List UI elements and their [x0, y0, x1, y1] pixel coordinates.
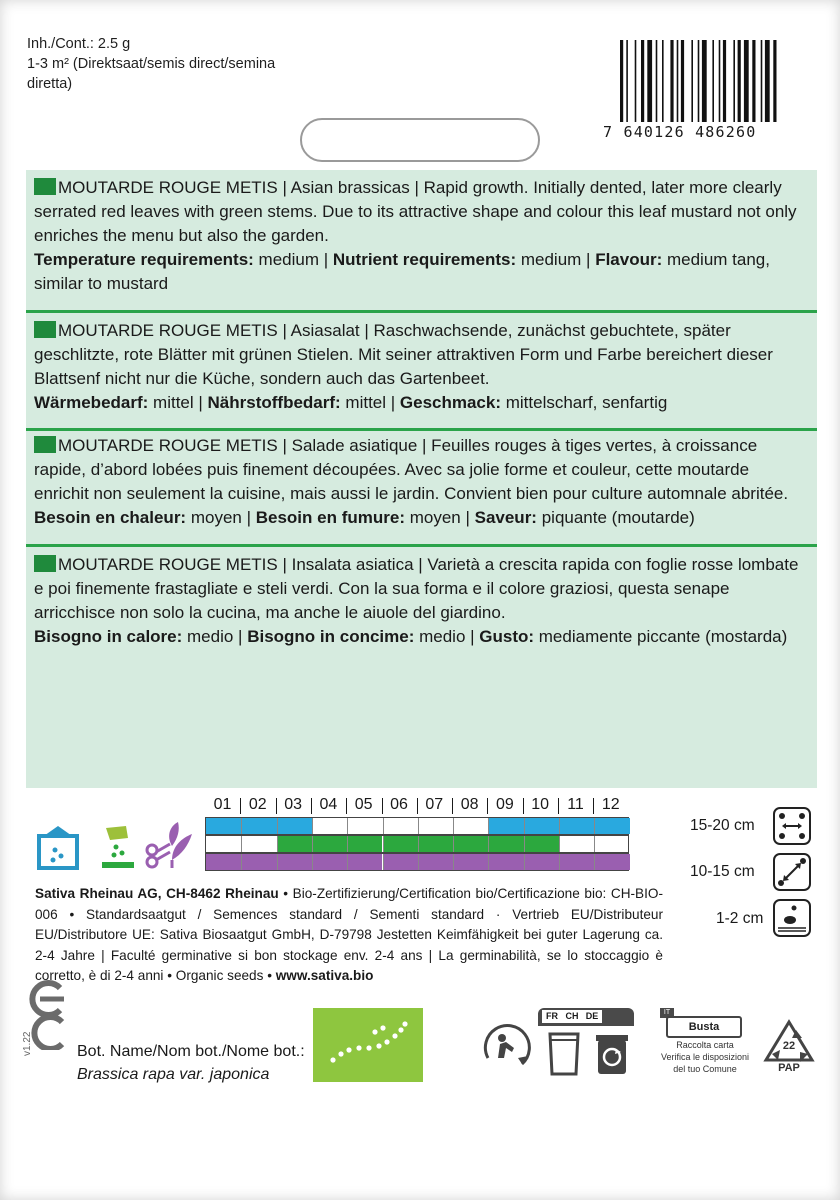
- calendar-tick: [311, 798, 312, 814]
- paper-bag-icon: [546, 1030, 582, 1076]
- italian-disposal-label: [660, 1008, 760, 1080]
- calendar-row-indoor: [205, 817, 629, 835]
- calendar-grid-line: [453, 818, 454, 834]
- calendar-month-fill: [277, 854, 312, 870]
- calendar-grid-line: [418, 818, 419, 834]
- calendar-tick: [382, 798, 383, 814]
- calendar-grid-line: [594, 818, 595, 834]
- barcode: [620, 40, 818, 122]
- calendar-month-label: 09: [495, 796, 514, 813]
- calendar-grid-line: [277, 836, 278, 852]
- calendar-grid-line: [559, 854, 560, 870]
- content-info: [27, 34, 297, 94]
- calendar-month-fill: [206, 854, 241, 870]
- green-square-icon: [34, 555, 56, 572]
- calendar-month-fill: [312, 836, 347, 852]
- calendar-tick: [523, 798, 524, 814]
- calendar-month-label: 04: [319, 796, 338, 813]
- company-details: • Bio-Zertifizierung/Certification bio/Certificazione bio: CH-BIO-006 • Standardsaatgut / Semences standard / Sementi standard · Vertrieb EU/Distributeur EU/Distributore UE: Sativa Biosaatgut GmbH, D-79798 Jestetten Keimfähigkeit bei guter Lagerung ca. 2-4 Jahre | Faculté germinative si bon stockage env. 2-4 ans | La germinabilità, se lo stoccaggio è corretto, è di 2-4 anni • Organic seeds •: [35, 886, 663, 983]
- harvest-scissors-icon: [142, 816, 198, 870]
- description-panel: [26, 170, 817, 788]
- separator: [26, 428, 817, 431]
- calendar-grid-line: [383, 818, 384, 834]
- recycle-bin-icon: [594, 1030, 630, 1076]
- calendar-month-fill: [524, 854, 559, 870]
- calendar-grid-line: [524, 854, 525, 870]
- description-de: MOUTARDE ROUGE METIS | Asiasalat | Raschwachsende, zunächst gebuchtete, später geschlitzte, rote Blätter mit grünen Stielen. Mit seiner attraktiven Form und Farbe bereichert dieser Blattsenf nicht nur die Küche, sondern auch das Gartenbeet. Wärmebedarf: mittel | Nährstoffbedarf: mittel | Geschmack: mittelscharf, senfartig: [34, 321, 773, 412]
- calendar-grid-line: [594, 836, 595, 852]
- calendar-month-fill: [488, 854, 523, 870]
- calendar-month-label: 02: [248, 796, 267, 813]
- calendar-tick: [276, 798, 277, 814]
- calendar-row-harvest: [205, 853, 629, 871]
- country-it: IT: [660, 1008, 674, 1018]
- calendar-month-fill: [241, 854, 276, 870]
- pap-label: PAP: [778, 1062, 800, 1074]
- calendar-grid-line: [277, 818, 278, 834]
- description-fr: MOUTARDE ROUGE METIS | Salade asiatique | Feuilles rouges à tiges vertes, à croissance rapide, d’abord lobées puis finement découpées. Avec sa jolie forme et couleur, cette moutarde enrichit non seulement la cuisine, mais aussi le jardin. Convient bien pour culture automnale abritée. Besoin en chaleur: moyen | Besoin en fumure: moyen | Saveur: piquante (moutarde): [34, 436, 789, 527]
- busta-line2: del tuo Comune: [673, 1064, 737, 1074]
- calendar-month-label: 11: [567, 796, 584, 813]
- botanical-label: Bot. Name/Nom bot./Nome bot.:: [77, 1043, 305, 1060]
- calendar-row-direct: [205, 835, 629, 853]
- calendar-grid-line: [241, 854, 242, 870]
- calendar-month-label: 12: [601, 796, 620, 813]
- calendar-month-fill: [488, 818, 523, 834]
- calendar-month-fill: [347, 854, 382, 870]
- green-square-icon: [34, 436, 56, 453]
- calendar-grid-line: [312, 818, 313, 834]
- calendar-grid-line: [383, 836, 384, 852]
- calendar-grid-line: [312, 836, 313, 852]
- calendar-month-fill: [453, 836, 488, 852]
- calendar-month-label: 10: [531, 796, 550, 813]
- plant-spacing-icon: [772, 852, 812, 892]
- busta-sub: Raccolta carta: [676, 1040, 734, 1050]
- row-spacing: 15-20 cm: [690, 817, 755, 834]
- calendar-grid-line: [418, 854, 419, 870]
- calendar-month-fill: [418, 836, 453, 852]
- pap-number: 22: [782, 1040, 796, 1052]
- calendar-tick: [417, 798, 418, 814]
- calendar-grid-line: [241, 836, 242, 852]
- calendar-month-fill: [524, 836, 559, 852]
- description-en: MOUTARDE ROUGE METIS | Asian brassicas | Rapid growth. Initially dented, later more clearly serrated red leaves with green stems. Due to its attractive shape and colour this leaf mustard not only enriches the menu but also the garden. Temperature requirements: medium | Nutrient requirements: medium | Flavour: medium tang, similar to mustard: [34, 178, 797, 293]
- calendar-month-label: 03: [284, 796, 302, 813]
- calendar-month-fill: [524, 818, 559, 834]
- eu-organic-logo-icon: [313, 1008, 423, 1082]
- calendar-month-fill: [418, 854, 453, 870]
- sowing-depth: 1-2 cm: [716, 910, 764, 927]
- calendar-month-fill: [206, 818, 241, 834]
- content-area: 1-3 m² (Direktsaat/semis direct/semina: [27, 56, 276, 72]
- hang-hole: [300, 118, 540, 162]
- country-fr: FR: [542, 1010, 562, 1023]
- content-weight: Inh./Cont.: 2.5 g: [27, 36, 131, 52]
- sowing-depth-icon: [772, 898, 812, 938]
- calendar-month-fill: [453, 854, 488, 870]
- calendar-grid-line: [488, 854, 489, 870]
- calendar-month-fill: [347, 836, 382, 852]
- busta-title: Busta: [666, 1016, 742, 1038]
- calendar-month-fill: [241, 818, 276, 834]
- calendar-grid-line: [453, 836, 454, 852]
- calendar-month-fill: [594, 818, 629, 834]
- calendar-grid-line: [347, 836, 348, 852]
- calendar-month-label: 07: [425, 796, 444, 813]
- calendar-month-fill: [312, 854, 347, 870]
- calendar-grid-line: [559, 818, 560, 834]
- calendar-grid-line: [312, 854, 313, 870]
- calendar-tick: [487, 798, 488, 814]
- calendar-month-fill: [594, 854, 629, 870]
- calendar-month-label: 05: [354, 796, 373, 813]
- description-it: MOUTARDE ROUGE METIS | Insalata asiatica | Varietà a crescita rapida con foglie rosse lombate e poi finemente frastagliate e steli verdi. Con la sua forma e il colore graziosi, questa senape arricchisce non solo la cucina, ma anche le aiuole del giardino. Bisogno in calore: medio | Bisogno in concime: medio | Gusto: mediamente piccante (mostarda): [34, 555, 799, 646]
- calendar-tick: [558, 798, 559, 814]
- country-ch: CH: [562, 1010, 582, 1023]
- version-label: v1.22: [22, 1031, 33, 1056]
- separator: [26, 544, 817, 547]
- calendar-month-fill: [277, 818, 312, 834]
- content-area-cont: diretta): [27, 76, 73, 92]
- sorting-countries: [538, 1008, 634, 1080]
- calendar-grid-line: [277, 854, 278, 870]
- greenhouse-sowing-icon: [33, 820, 83, 870]
- calendar-grid-line: [241, 818, 242, 834]
- calendar-month-fill: [559, 818, 594, 834]
- green-square-icon: [34, 178, 56, 195]
- calendar-grid-line: [524, 818, 525, 834]
- calendar-grid-line: [453, 854, 454, 870]
- calendar-tick: [240, 798, 241, 814]
- calendar-grid-line: [488, 836, 489, 852]
- barcode-digits: 7 640126 486260: [603, 123, 757, 141]
- calendar-grid-line: [594, 854, 595, 870]
- calendar-grid-line: [559, 836, 560, 852]
- calendar-month-fill: [559, 854, 594, 870]
- website-link[interactable]: www.sativa.bio: [275, 968, 374, 983]
- country-de: DE: [582, 1010, 602, 1023]
- triman-icon: [478, 1018, 536, 1076]
- green-square-icon: [34, 321, 56, 338]
- company-info: [35, 884, 663, 987]
- calendar-month-label: 06: [390, 796, 408, 813]
- calendar-month-fill: [383, 836, 418, 852]
- calendar-tick: [452, 798, 453, 814]
- row-spacing-icon: [772, 806, 812, 846]
- calendar-month-label: 08: [460, 796, 479, 813]
- plant-spacing: 10-15 cm: [690, 863, 755, 880]
- calendar-tick: [593, 798, 594, 814]
- calendar-month-label: 01: [213, 796, 232, 813]
- calendar-month-fill: [383, 854, 418, 870]
- busta-line1: Verifica le disposizioni: [660, 1052, 750, 1062]
- botanical-latin: Brassica rapa var. japonica: [77, 1066, 270, 1083]
- calendar-tick: [346, 798, 347, 814]
- calendar-grid-line: [347, 818, 348, 834]
- calendar-grid-line: [347, 854, 348, 870]
- botanical-name: [77, 1040, 305, 1086]
- calendar-month-fill: [488, 836, 523, 852]
- separator: [26, 310, 817, 313]
- calendar-grid-line: [383, 854, 384, 870]
- calendar-month-fill: [277, 836, 312, 852]
- calendar-grid-line: [418, 836, 419, 852]
- calendar-months: [205, 795, 629, 815]
- direct-sowing-icon: [98, 822, 138, 870]
- calendar-grid-line: [524, 836, 525, 852]
- calendar-grid-line: [488, 818, 489, 834]
- company-name: Sativa Rheinau AG, CH-8462 Rheinau: [35, 886, 279, 901]
